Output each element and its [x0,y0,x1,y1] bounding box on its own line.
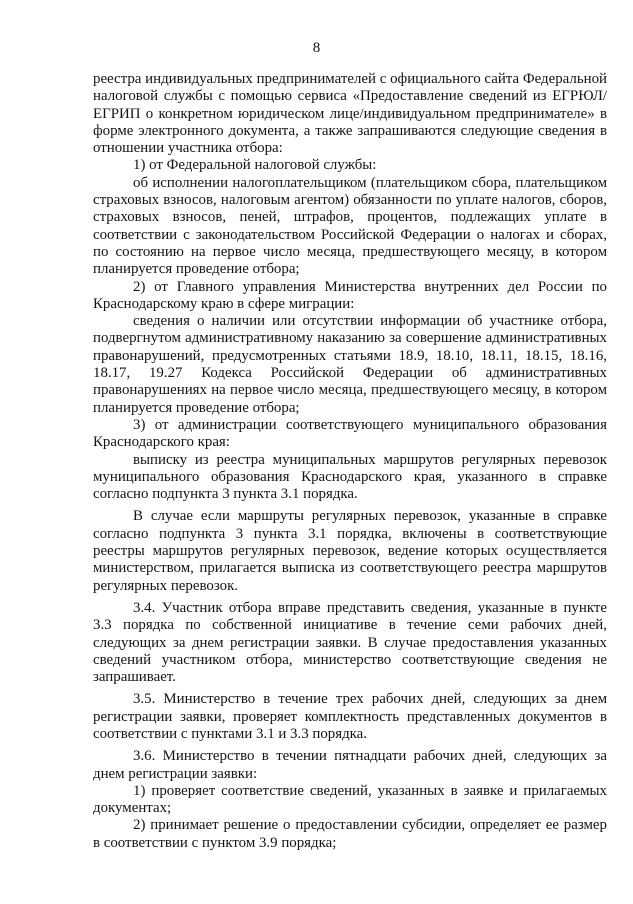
paragraph-municipal-heading: 3) от администрации соответствующего муниципального образования Краснодарского края: [93,416,607,451]
paragraph-mvd-heading: 2) от Главного управления Министерства внутренних дел России по Краснодарскому краю в сфере миграции: [93,278,607,312]
paragraph-3-4: 3.4. Участник отбора вправе представить сведения, указанные в пункте 3.3 порядка по собственной инициативе в течение семи рабочих дней, следующих за днем регистрации заявки. В случае предоставления указанных сведений участником отбора, министерство соответствующие сведения не запрашивает. [93,599,607,686]
paragraph-fns-heading: 1) от Федеральной налоговой службы: [133,157,377,174]
paragraph-3-5: 3.5. Министерство в течение трех рабочих дней, следующих за днем регистрации заявки, проверяет комплектность представленных документов в соответствии с пунктами 3.1 и 3.3 порядка. [93,691,607,742]
paragraph-3-6-item-2: 2) принимает решение о предоставлении субсидии, определяет ее размер в соответствии с пунктом 3.9 порядка; [93,817,607,851]
page-number: 8 [312,40,321,56]
paragraph-3-6: 3.6. Министерство в течении пятнадцати рабочих дней, следующих за днем регистрации заявки: [93,748,607,782]
paragraph-ministry-routes: В случае если маршруты регулярных перевозок, указанные в справке согласно подпункта 3 пункта 3.1 порядка, включены в соответствующие реестры маршрутов регулярных перевозок, ведение которых осуществляется министерством, прилагается выписка из соответствующего реестра маршрутов регулярных перевозок. [93,508,607,594]
paragraph-administrative-offenses: сведения о наличии или отсутствии информации об участнике отбора, подвергнутом административному наказанию за совершение административных правонарушений, предусмотренных статьями 18.9, 18.10, 18.11, 18.15, 18.16, 18.17, 19.27 Кодекса Российской Федерации об административных правонарушениях на первое число месяца, предшествующего месяцу, в котором планируется проведение отбора; [93,313,607,416]
paragraph-tax-obligations: об исполнении налогоплательщиком (плательщиком сбора, плательщиком страховых взносов, налоговым агентом) обязанности по уплате налогов, сборов, страховых взносов, пеней, штрафов, процентов, подлежащих уплате в соответствии с законодательством Российской Федерации о налогах и сборах, по состоянию на первое число месяца, предшествующего месяцу, в котором планируется проведение отбора; [93,174,607,278]
document-body [93,71,607,852]
paragraph-3-6-item-1: 1) проверяет соответствие сведений, указанных в заявке и прилагаемых документах; [93,782,607,817]
paragraph-route-registry-extract: выписку из реестра муниципальных маршрутов регулярных перевозок муниципального образования Краснодарского края, указанного в справке согласно подпункта 3 пункта 3.1 порядка. [93,451,607,503]
paragraph-registry-intro: реестра индивидуальных предпринимателей с официального сайта Федеральной налоговой службы с помощью сервиса «Предоставление сведений из ЕГРЮЛ/ЕГРИП о конкретном юридическом лице/индивидуальном предпринимателе» в форме электронного документа, а также запрашиваются следующие сведения в отношении участника отбора: [93,71,607,157]
